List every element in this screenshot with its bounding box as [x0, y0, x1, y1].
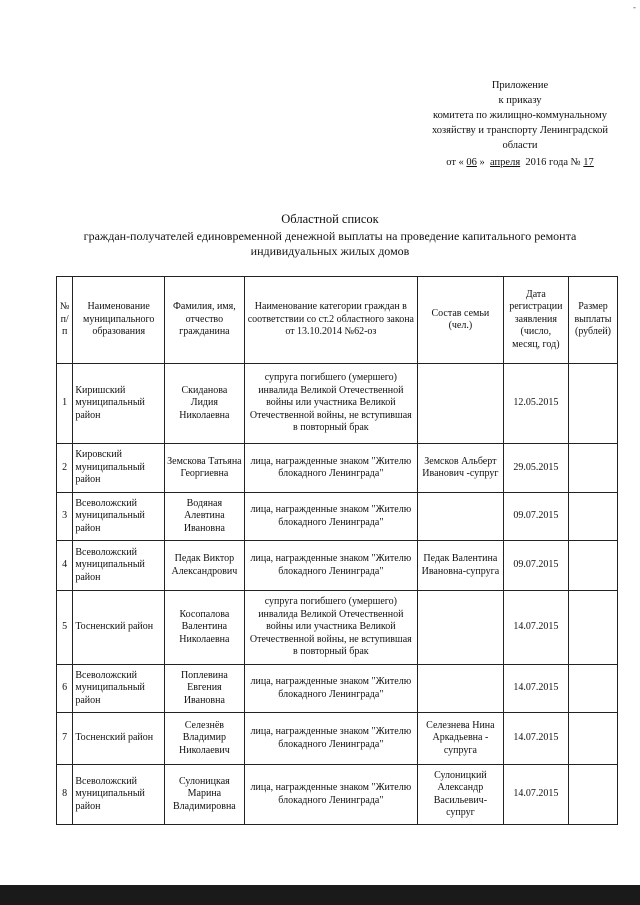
row-fio: Сулоницкая Марина Владимировна [165, 765, 245, 825]
row-category: лица, награжденные знаком "Жителю блокадного Ленинграда" [244, 541, 417, 591]
row-family [418, 665, 504, 713]
title-line-2: граждан-получателей единовременной денежной выплаты на проведение капитального ремонта [83, 229, 577, 243]
table-header-row [57, 277, 618, 364]
row-category: лица, награжденные знаком "Жителю блокадного Ленинграда" [244, 493, 417, 541]
row-num: 4 [57, 541, 73, 591]
row-family: Педак Валентина Ивановна-супруга [418, 541, 504, 591]
row-municipality: Тосненский район [73, 591, 165, 665]
row-municipality: Киришский муниципальный район [73, 364, 165, 444]
row-payment [568, 713, 617, 765]
appendix-line: области [502, 140, 538, 151]
appendix-line: комитета по жилищно-коммунальному [433, 110, 607, 121]
date-prefix: от « [446, 157, 464, 168]
row-category: лица, награжденные знаком "Жителю блокадного Ленинграда" [244, 665, 417, 713]
col-header-municipality: Наименование муниципального образования [73, 277, 165, 364]
row-num: 5 [57, 591, 73, 665]
row-payment [568, 665, 617, 713]
row-num: 1 [57, 364, 73, 444]
table-row [57, 493, 618, 541]
row-category: супруга погибшего (умершего) инвалида Великой Отечественной войны или участника Великой Отечественной войны, не вступившая в повторный брак [244, 364, 417, 444]
order-number: 17 [583, 157, 594, 168]
order-date-line [420, 155, 620, 170]
row-fio: Педак Виктор Александрович [165, 541, 245, 591]
row-payment [568, 444, 617, 493]
row-municipality: Кировский муниципальный район [73, 444, 165, 493]
col-header-family: Состав семьи (чел.) [418, 277, 504, 364]
order-day: 06 [466, 157, 477, 168]
row-family: Сулоницкий Александр Васильевич-супруг [418, 765, 504, 825]
col-header-category: Наименование категории граждан в соответствии со ст.2 областного закона от 13.10.2014 №62-оз [244, 277, 417, 364]
row-fio: Земскова Татьяна Георгиевна [165, 444, 245, 493]
table-row [57, 713, 618, 765]
appendix-line: хозяйству и транспорту Ленинградской [431, 125, 609, 136]
table-row [57, 541, 618, 591]
row-category: супруга погибшего (умершего) инвалида Великой Отечественной войны или участника Великой Отечественной войны, не вступившая в повторный брак [244, 591, 417, 665]
row-date: 14.07.2015 [503, 665, 568, 713]
row-payment [568, 541, 617, 591]
row-payment [568, 493, 617, 541]
row-fio: Поплевина Евгения Ивановна [165, 665, 245, 713]
order-month: апреля [490, 157, 521, 168]
row-municipality: Всеволожский муниципальный район [73, 541, 165, 591]
row-date: 14.07.2015 [503, 713, 568, 765]
row-family: Селезнева Нина Аркадьевна - супруга [418, 713, 504, 765]
row-num: 2 [57, 444, 73, 493]
corner-mark: - [633, 2, 636, 12]
table-row [57, 591, 618, 665]
appendix-line: Приложение [491, 80, 549, 91]
row-municipality: Всеволожский муниципальный район [73, 493, 165, 541]
row-payment [568, 591, 617, 665]
table-row [57, 364, 618, 444]
row-municipality: Всеволожский муниципальный район [73, 765, 165, 825]
row-category: лица, награжденные знаком "Жителю блокадного Ленинграда" [244, 765, 417, 825]
row-date: 14.07.2015 [503, 591, 568, 665]
row-municipality: Всеволожский муниципальный район [73, 665, 165, 713]
row-num: 8 [57, 765, 73, 825]
appendix-line: к приказу [498, 95, 542, 106]
table-row [57, 765, 618, 825]
row-date: 29.05.2015 [503, 444, 568, 493]
col-header-payment: Размер выплаты (рублей) [568, 277, 617, 364]
row-category: лица, награжденные знаком "Жителю блокадного Ленинграда" [244, 713, 417, 765]
row-family [418, 364, 504, 444]
row-payment [568, 765, 617, 825]
table-row [57, 444, 618, 493]
row-num: 6 [57, 665, 73, 713]
scan-bottom-edge [0, 885, 640, 905]
order-year: 2016 года № [525, 157, 581, 168]
col-header-fio: Фамилия, имя, отчество гражданина [165, 277, 245, 364]
recipients-table [56, 276, 618, 825]
row-fio: Селезнёв Владимир Николаевич [165, 713, 245, 765]
row-category: лица, награжденные знаком "Жителю блокадного Ленинграда" [244, 444, 417, 493]
row-fio: Водяная Алевтина Ивановна [165, 493, 245, 541]
row-date: 12.05.2015 [503, 364, 568, 444]
document-title [60, 212, 600, 259]
row-family [418, 493, 504, 541]
row-date: 09.07.2015 [503, 541, 568, 591]
row-family [418, 591, 504, 665]
col-header-date: Дата регистрации заявления (число, месяц, год) [503, 277, 568, 364]
row-fio: Скиданова Лидия Николаевна [165, 364, 245, 444]
appendix-block [420, 78, 620, 170]
date-mid: » [479, 157, 485, 168]
row-payment [568, 364, 617, 444]
row-num: 3 [57, 493, 73, 541]
row-date: 14.07.2015 [503, 765, 568, 825]
row-date: 09.07.2015 [503, 493, 568, 541]
row-fio: Косопалова Валентина Николаевна [165, 591, 245, 665]
table-row [57, 665, 618, 713]
title-line-3: индивидуальных жилых домов [250, 244, 410, 258]
col-header-num: № п/п [57, 277, 73, 364]
row-family: Земсков Альберт Иванович -супруг [418, 444, 504, 493]
row-municipality: Тосненский район [73, 713, 165, 765]
row-num: 7 [57, 713, 73, 765]
title-line-1: Областной список [281, 212, 379, 226]
